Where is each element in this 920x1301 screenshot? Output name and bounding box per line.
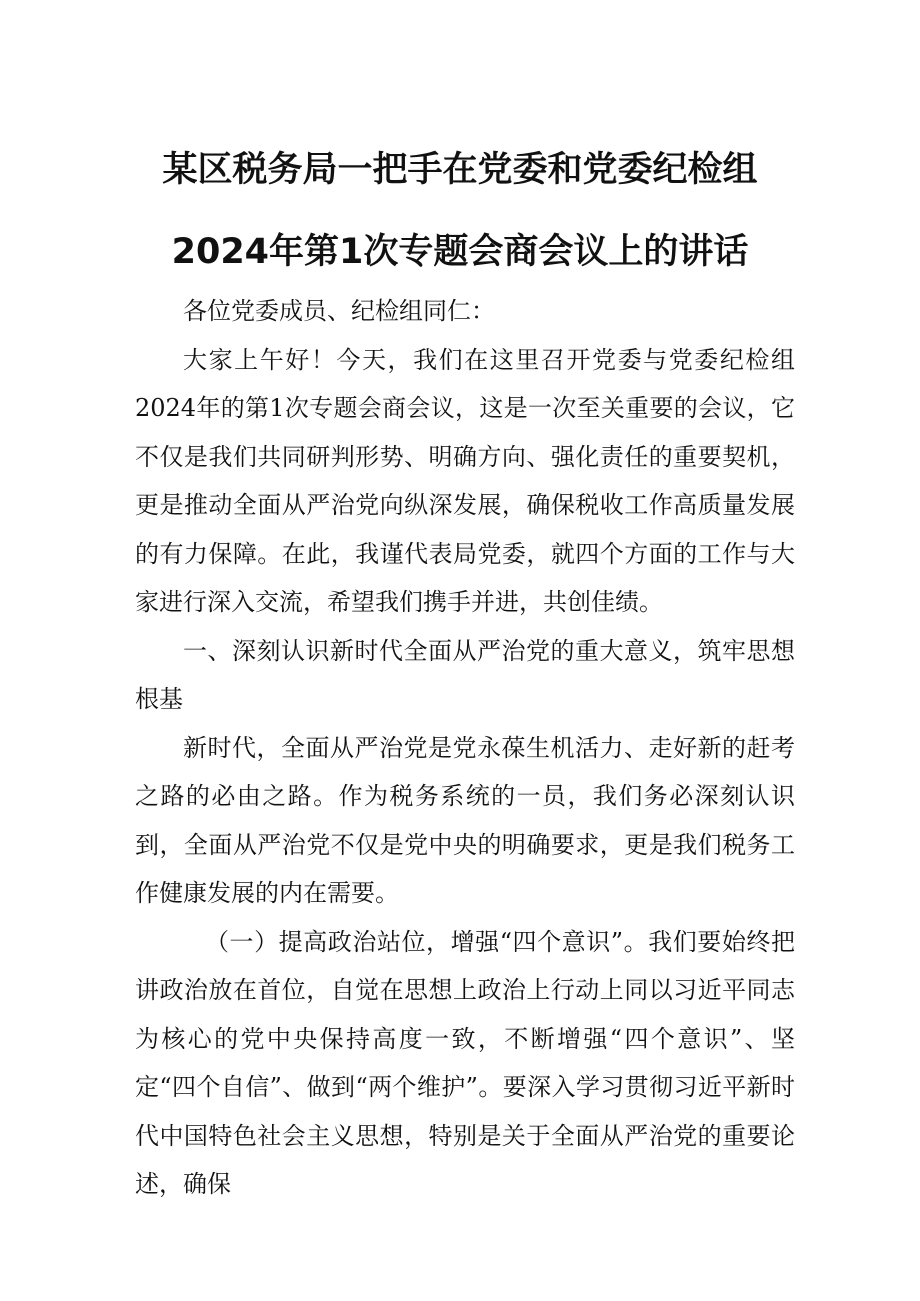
opening-paragraph: 大家上午好！今天，我们在这里召开党委与党委纪检组2024年的第1次专题会商会议，这是一次至关重要的会议，它不仅是我们共同研判形势、明确方向、强化责任的重要契机，更是推动全面从严治党向纵深发展，确保税收工作高质量发展的有力保障。在此，我谨代表局党委，就四个方面的工作与大家进行深入交流，希望我们携手并进，共创佳绩。	[135, 345, 795, 616]
document-body	[135, 287, 795, 1209]
section-heading-1: 一、深刻认识新时代全面从严治党的重大意义，筑牢思想根基	[135, 636, 795, 713]
section-1-paragraph: 新时代，全面从严治党是党永葆生机活力、走好新的赶考之路的必由之路。作为税务系统的一员，我们务必深刻认识到，全面从严治党不仅是党中央的明确要求，更是我们税务工作健康发展的内在需要。	[135, 733, 795, 907]
subsection-1-paragraph: （一）提高政治站位，增强“四个意识”。我们要始终把讲政治放在首位，自觉在思想上政治上行动上同以习近平同志为核心的党中央保持高度一致，不断增强“四个意识”、坚定“四个自信”、做到“两个维护”。要深入学习贯彻习近平新时代中国特色社会主义思想，特别是关于全面从严治党的重要论述，确保	[135, 927, 795, 1198]
document-title-line-1: 某区税务局一把手在党委和党委纪检组	[162, 150, 758, 190]
document-title-line-2: 2024年第1次专题会商会议上的讲话	[171, 232, 749, 272]
greeting-paragraph: 各位党委成员、纪检组同仁：	[183, 297, 495, 325]
